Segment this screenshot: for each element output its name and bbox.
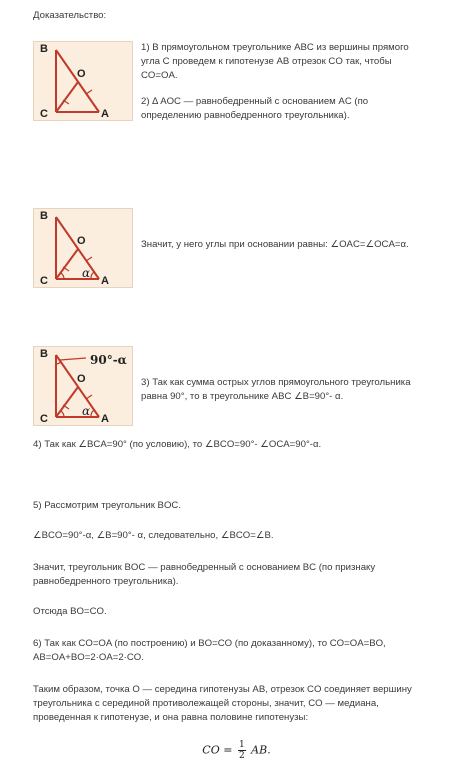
vertex-label-c: C [40,413,48,425]
triangle-figure-1 [33,41,133,121]
step-6: 6) Так как CO=OA (по построению) и BO=CO (по доказанному), то CO=OA=BO, AB=OA+BO=2·OA=2·CO. [33,638,386,663]
vertex-label-o: O [77,373,86,385]
step-text-2 [141,238,411,252]
isosceles-boc: Значит, треугольник BOC — равнобедренный с основанием BC (по признаку равнобедренного треугольника). [33,562,376,587]
angle-b-label: 90°-α [90,353,127,367]
bo-equals-co: Отсюда BO=CO. [33,606,107,617]
base-angles-text: Значит, у него углы при основании равны: ∠OAC=∠OCA=α. [141,239,409,250]
vertex-label-o: O [77,68,86,80]
triangle-figure-2 [33,208,133,288]
triangle-diagram [34,42,134,122]
vertex-label-a: A [101,275,109,287]
formula-fraction [238,740,246,761]
triangle-diagram [34,347,134,427]
fraction-numerator: 1 [238,740,245,750]
vertex-label-c: C [40,275,48,287]
step-2: 2) ∆ AOC — равнобедренный с основанием AC (по определению равнобедренного треугольника). [141,96,369,121]
angle-alpha-label: α [82,404,91,418]
proof-heading: Доказательство: [33,10,107,21]
conclusion: Таким образом, точка O — середина гипотенузы AB, отрезок CO соединяет вершину треугольника с серединой противолежащей стороны, значит, CO — медиана, проведенная к гипотенузе, и она равна половине гипотенузы: [33,684,412,723]
step-4: 4) Так как ∠BCA=90° (по условию), то ∠BCO=90°- ∠OCA=90°-α. [33,439,322,450]
step-1: 1) В прямоугольном треугольнике ABC из вершины прямого угла C проведем к гипотенузе AB отрезок CO так, чтобы CO=OA. [141,42,409,81]
formula-lhs: CO [202,743,220,757]
vertex-label-c: C [40,108,48,120]
vertex-label-a: A [101,413,109,425]
step-3: 3) Так как сумма острых углов прямоугольного треугольника равна 90°, то в треугольнике ABC ∠B=90°- α. [141,377,411,402]
formula-rhs: AB. [251,743,271,757]
angles-equal: ∠BCO=90°-α, ∠B=90°- α, следовательно, ∠BCO=∠B. [33,530,274,541]
vertex-label-b: B [40,43,48,55]
vertex-label-b: B [40,348,48,360]
triangle-diagram [34,209,134,289]
vertex-label-a: A [101,108,109,120]
step-text-3 [141,376,411,404]
fraction-denominator: 2 [238,751,245,761]
step-text-1 [141,41,411,123]
angle-alpha-label: α [82,266,91,280]
formula-equals: = [223,743,233,757]
vertex-label-b: B [40,210,48,222]
median-formula [0,740,473,761]
vertex-label-o: O [77,235,86,247]
triangle-figure-3 [33,346,133,426]
step-5: 5) Рассмотрим треугольник BOC. [33,500,182,511]
